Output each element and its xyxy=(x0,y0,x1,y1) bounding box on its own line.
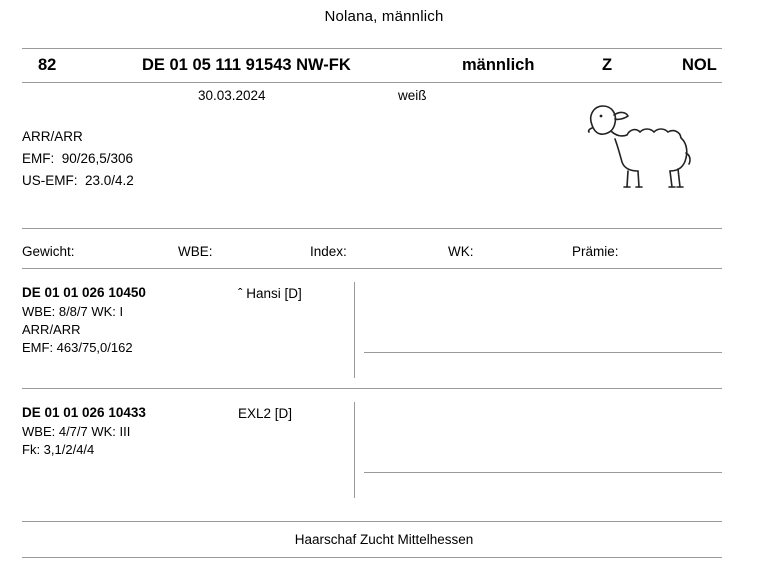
birth-date: 30.03.2024 xyxy=(198,88,266,103)
divider-mid xyxy=(22,388,722,389)
pedigree-line-fk: Fk: 3,1/2/4/4 xyxy=(22,442,95,457)
animal-class: Z xyxy=(602,56,613,74)
pedigree-id: DE 01 01 026 10433 xyxy=(22,405,146,420)
pedigree-block-sire xyxy=(22,284,146,357)
divider-footer-top xyxy=(22,521,722,522)
footer-text: Haarschaf Zucht Mittelhessen xyxy=(294,532,474,547)
field-label-praemie: Prämie: xyxy=(572,244,619,259)
breed-code: NOL xyxy=(682,56,717,74)
divider-top xyxy=(22,48,722,49)
pedigree-line-wbe: WBE: 8/8/7 WK: I xyxy=(22,304,124,319)
pedigree-line-genotype: ARR/ARR xyxy=(22,322,81,337)
field-label-wbe: WBE: xyxy=(178,244,213,259)
attribute-genotype: ARR/ARR xyxy=(22,129,83,144)
pedigree-blank-line-2 xyxy=(364,472,722,473)
field-label-gewicht: Gewicht: xyxy=(22,244,75,259)
pedigree-line-wbe: WBE: 4/7/7 WK: III xyxy=(22,424,131,439)
coat-color: weiß xyxy=(398,88,427,103)
catalog-number: 82 xyxy=(38,56,57,74)
field-label-wk: WK: xyxy=(448,244,474,259)
animal-sex: männlich xyxy=(462,56,535,74)
pedigree-divider-vertical-2 xyxy=(354,402,355,498)
pedigree-block-dam xyxy=(22,404,146,459)
pedigree-divider-vertical-1 xyxy=(354,282,355,378)
page-title: Nolana, männlich xyxy=(324,8,444,25)
divider-under-header xyxy=(22,82,722,83)
animal-header-row xyxy=(22,56,722,80)
attribute-emf: EMF: 90/26,5/306 xyxy=(22,151,134,166)
divider-footer-bottom xyxy=(22,557,722,558)
attribute-us-emf: US-EMF: 23.0/4.2 xyxy=(22,173,134,188)
pedigree-id: DE 01 01 026 10450 xyxy=(22,285,146,300)
pedigree-sire-name: EXL2 [D] xyxy=(238,406,293,421)
field-label-index: Index: xyxy=(310,244,347,259)
divider-above-fields xyxy=(22,228,722,229)
sheep-icon xyxy=(570,95,700,200)
pedigree-line-emf: EMF: 463/75,0/162 xyxy=(22,340,133,355)
divider-under-fields xyxy=(22,268,722,269)
animal-attributes xyxy=(22,126,134,192)
pedigree-sire-name: ˆ Hansi [D] xyxy=(238,286,302,301)
animal-id: DE 01 05 111 91543 NW-FK xyxy=(142,56,351,74)
pedigree-blank-line-1 xyxy=(364,352,722,353)
